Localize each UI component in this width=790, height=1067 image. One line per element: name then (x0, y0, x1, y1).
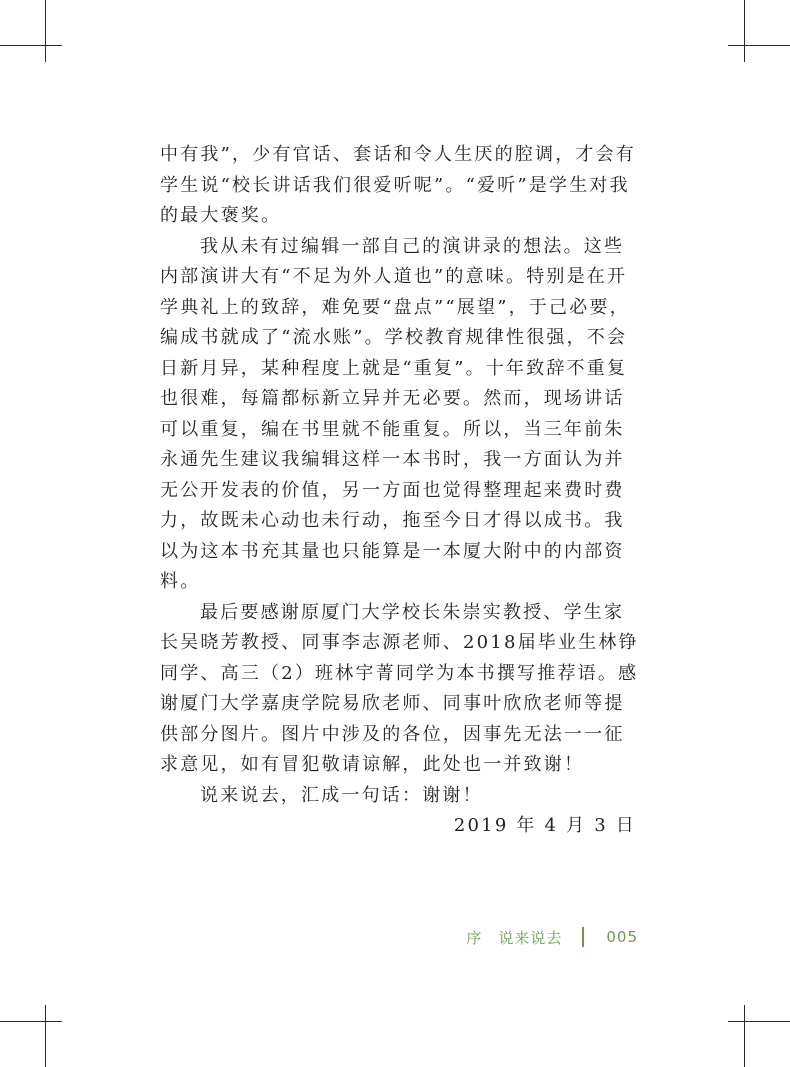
running-header-chapter: 序 说来说去 (466, 928, 563, 947)
paragraph-1: 中有我”，少有官话、套话和令人生厌的腔调，才会有学生说“校长讲话我们很爱听呢”。“爱听”是学生对我的最大褒奖。 (160, 144, 636, 226)
paragraph-4: 说来说去，汇成一句话：谢谢！ (200, 784, 483, 806)
crop-mark-top-left-vertical (45, 0, 46, 62)
page-footer (466, 925, 638, 949)
crop-mark-top-left-horizontal (0, 45, 62, 46)
body-text (160, 140, 640, 842)
page-number: 005 (606, 928, 638, 946)
crop-mark-top-right-vertical (744, 0, 745, 62)
crop-mark-bottom-right-horizontal (728, 1021, 790, 1022)
paragraph-3: 最后要感谢原厦门大学校长朱崇实教授、学生家长吴晓芳教授、同事李志源老师、2018届毕业生林铮同学、高三（2）班林宇菁同学为本书撰写推荐语。感谢厦门大学嘉庚学院易欣老师、同事叶欣欣老师等提供部分图片。图片中涉及的各位，因事先无法一一征求意见，如有冒犯敬请谅解，此处也一并致谢！ (160, 601, 639, 775)
crop-mark-bottom-right-vertical (744, 1005, 745, 1067)
footer-divider (582, 927, 584, 947)
crop-mark-bottom-left-vertical (45, 1005, 46, 1067)
date-line: 2019 年 4 月 3 日 (453, 815, 636, 836)
crop-mark-top-right-horizontal (728, 45, 790, 46)
paragraph-2: 我从未有过编辑一部自己的演讲录的想法。这些内部演讲大有“不足为外人道也”的意味。特别是在开学典礼上的致辞，难免要“盘点”“展望”，于己必要，编成书就成了“流水账”。学校教育规律性很强，不会日新月异，某种程度上就是“重复”。十年致辞不重复也很难，每篇都标新立异并无必要。然而，现场讲话可以重复，编在书里就不能重复。所以，当三年前朱永通先生建议我编辑这样一本书时，我一方面认为并无公开发表的价值，另一方面也觉得整理起来费时费力，故既未心动也未行动，拖至今日才得以成书。我以为这本书充其量也只能算是一本厦大附中的内部资料。 (160, 235, 630, 592)
crop-mark-bottom-left-horizontal (0, 1021, 62, 1022)
